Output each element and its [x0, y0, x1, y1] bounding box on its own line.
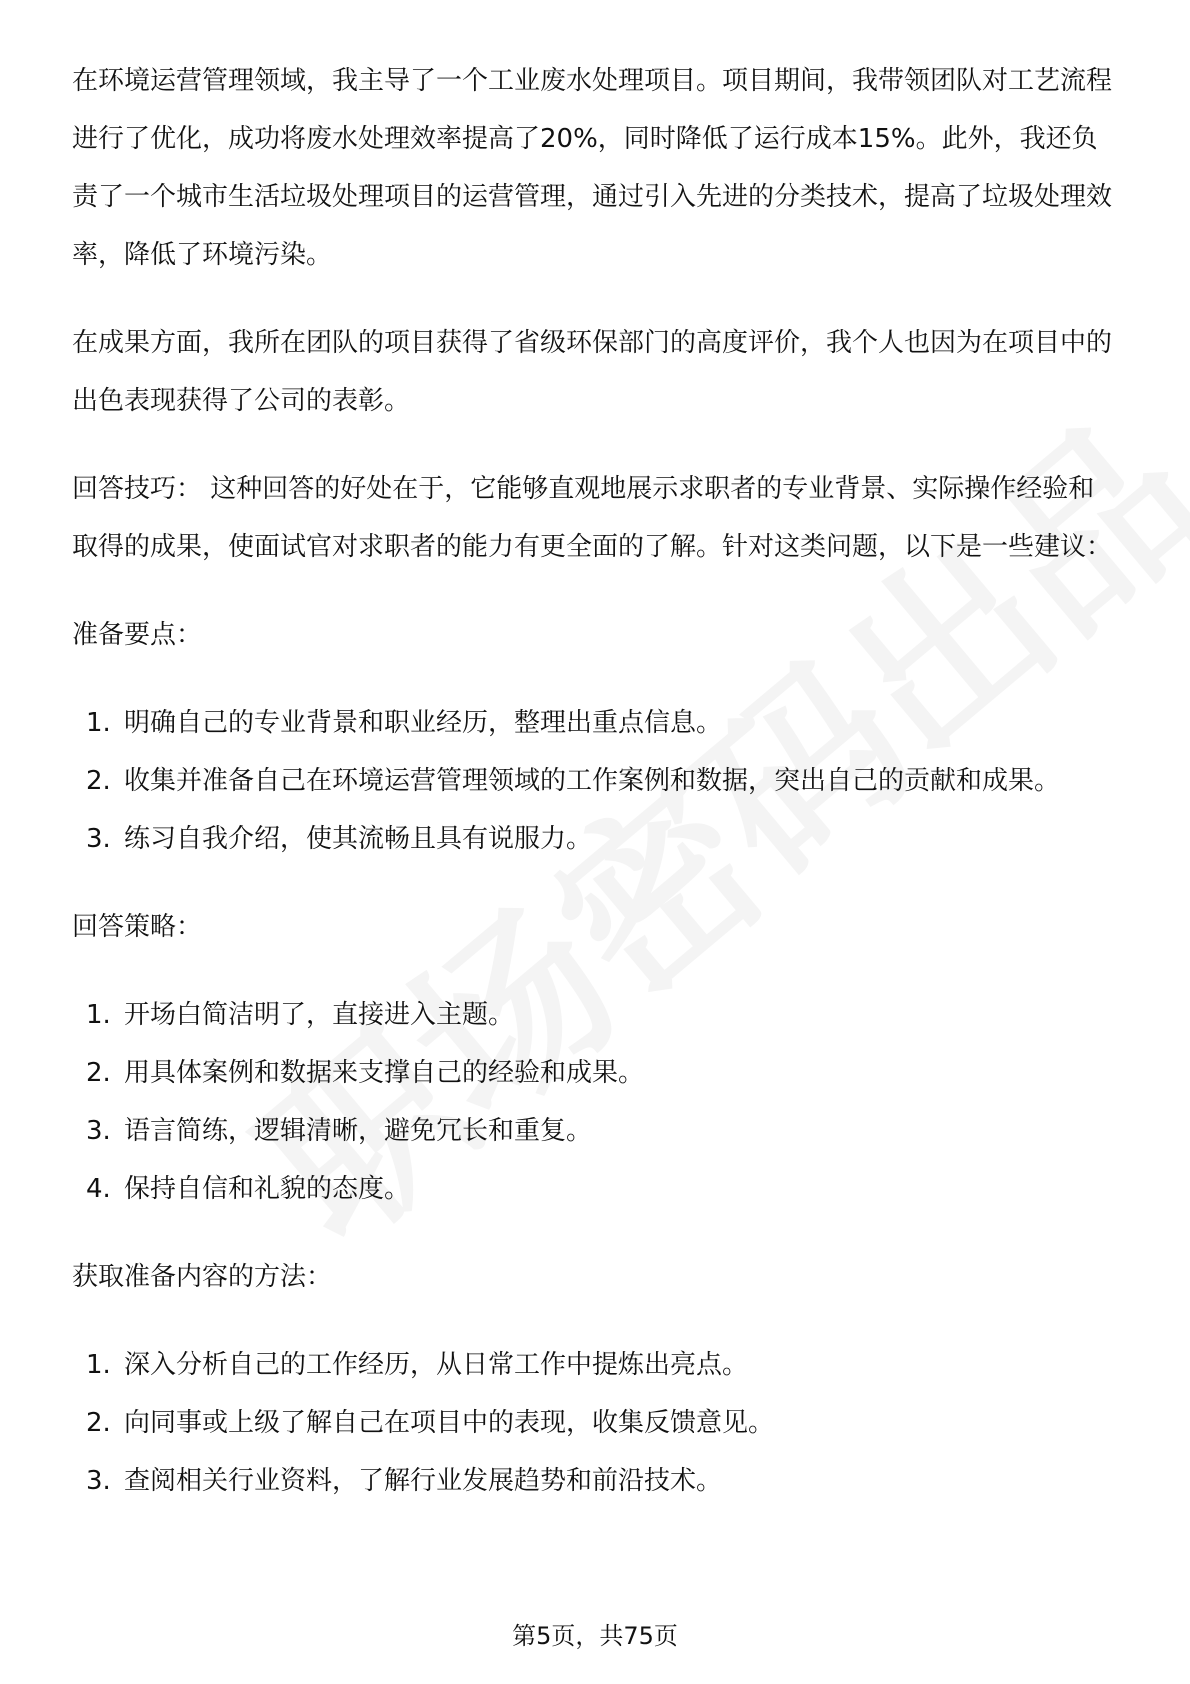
list-item: 1. 开场白简洁明了，直接进入主题。	[86, 1000, 515, 1030]
paragraph-achievements: 在成果方面，我所在团队的项目获得了省级环保部门的高度评价，我个人也因为在项目中的出色表现获得了公司的表彰。	[72, 328, 1113, 416]
page-number-footer: 第5页，共75页	[512, 1622, 678, 1650]
list-preparation	[72, 694, 1118, 868]
list-item: 1. 深入分析自己的工作经历，从日常工作中提炼出亮点。	[86, 1350, 749, 1380]
list-item: 4. 保持自信和礼貌的态度。	[86, 1174, 411, 1204]
list-item: 3. 查阅相关行业资料，了解行业发展趋势和前沿技术。	[86, 1466, 723, 1496]
paragraph-project-experience: 在环境运营管理领域，我主导了一个工业废水处理项目。项目期间，我带领团队对工艺流程进行了优化，成功将废水处理效率提高了20%，同时降低了运行成本15%。此外，我还负责了一个城市生活垃圾处理项目的运营管理，通过引入先进的分类技术，提高了垃圾处理效率，降低了环境污染。	[72, 66, 1113, 270]
section-heading-methods: 获取准备内容的方法：	[72, 1262, 333, 1292]
section-heading-preparation: 准备要点：	[72, 620, 203, 650]
list-item: 2. 收集并准备自己在环境运营管理领域的工作案例和数据，突出自己的贡献和成果。	[86, 766, 1061, 796]
list-item: 2. 向同事或上级了解自己在项目中的表现，收集反馈意见。	[86, 1408, 775, 1438]
list-item: 3. 语言简练，逻辑清晰，避免冗长和重复。	[86, 1116, 593, 1146]
paragraph-answer-tips: 回答技巧： 这种回答的好处在于，它能够直观地展示求职者的专业背景、实际操作经验和取得的成果，使面试官对求职者的能力有更全面的了解。针对这类问题，以下是一些建议：	[72, 474, 1113, 562]
list-strategy	[72, 986, 1118, 1218]
section-heading-strategy: 回答策略：	[72, 912, 203, 942]
list-item: 1. 明确自己的专业背景和职业经历，整理出重点信息。	[86, 708, 723, 738]
list-methods	[72, 1336, 1118, 1510]
document-body	[72, 52, 1118, 1540]
list-item: 2. 用具体案例和数据来支撑自己的经验和成果。	[86, 1058, 645, 1088]
list-item: 3. 练习自我介绍，使其流畅且具有说服力。	[86, 824, 593, 854]
